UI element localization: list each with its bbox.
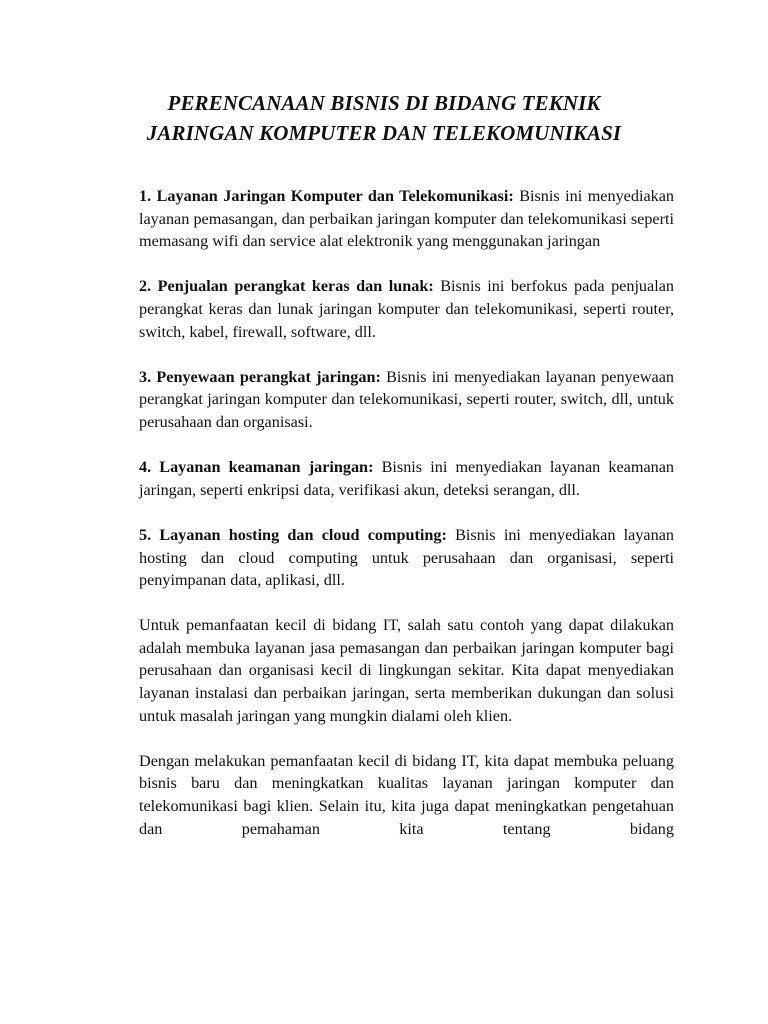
list-item-5-text: Bisnis ini menyediakan layanan hosting dan cloud computing untuk perusahaan dan organisasi, seperti penyimpanan data, aplikasi, dll. <box>139 525 674 590</box>
list-item-2-heading: 2. Penjualan perangkat keras dan lunak: <box>139 277 434 296</box>
document-title <box>0 88 768 148</box>
paragraph-1: Untuk pemanfaatan kecil di bidang IT, salah satu contoh yang dapat dilakukan adalah membuka layanan jasa pemasangan dan perbaikan jaringan komputer bagi perusahaan dan organisasi kecil di lingkungan sekitar. Kita dapat menyediakan layanan instalasi dan perbaikan jaringan, serta memberikan dukungan dan solusi untuk masalah jaringan yang mungkin dialami oleh klien. <box>139 616 674 725</box>
document-body <box>139 185 674 840</box>
list-item-2-text: Bisnis ini berfokus pada penjualan perangkat keras dan lunak jaringan komputer dan telekomunikasi, seperti router, switch, kabel, firewall, software, dll. <box>139 277 674 341</box>
title-line-2: JARINGAN KOMPUTER DAN TELEKOMUNIKASI <box>146 121 622 145</box>
paragraph-2: Dengan melakukan pemanfaatan kecil di bidang IT, kita dapat membuka peluang bisnis baru dan meningkatkan kualitas layanan jaringan komputer dan telekomunikasi bagi klien. Selain itu, kita juga dapat meningkatkan pengetahuan dan pemahaman kita tentang bidang <box>139 751 674 838</box>
title-line-1: PERENCANAAN BISNIS DI BIDANG TEKNIK <box>167 91 601 115</box>
list-item-4 <box>139 456 674 501</box>
list-item-3-text: Bisnis ini menyediakan layanan penyewaan perangkat jaringan komputer dan telekomunikasi, seperti router, switch, dll, untuk perusahaan dan organisasi. <box>139 367 674 431</box>
list-item-5 <box>139 524 674 592</box>
list-item-2 <box>139 275 674 343</box>
list-item-1 <box>139 185 674 253</box>
list-item-5-heading: 5. Layanan hosting dan cloud computing: <box>139 525 447 544</box>
list-item-1-heading: 1. Layanan Jaringan Komputer dan Telekomunikasi: <box>139 187 514 205</box>
list-item-3-heading: 3. Penyewaan perangkat jaringan: <box>139 367 381 386</box>
list-item-4-text: Bisnis ini menyediakan layanan keamanan jaringan, seperti enkripsi data, verifikasi akun, deteksi serangan, dll. <box>139 458 674 499</box>
list-item-4-heading: 4. Layanan keamanan jaringan: <box>139 458 374 477</box>
list-item-1-text: Bisnis ini menyediakan layanan pemasangan, dan perbaikan jaringan komputer dan telekomunikasi seperti memasang wifi dan service alat elektronik yang menggunakan jaringan <box>139 187 674 251</box>
list-item-3 <box>139 366 674 434</box>
